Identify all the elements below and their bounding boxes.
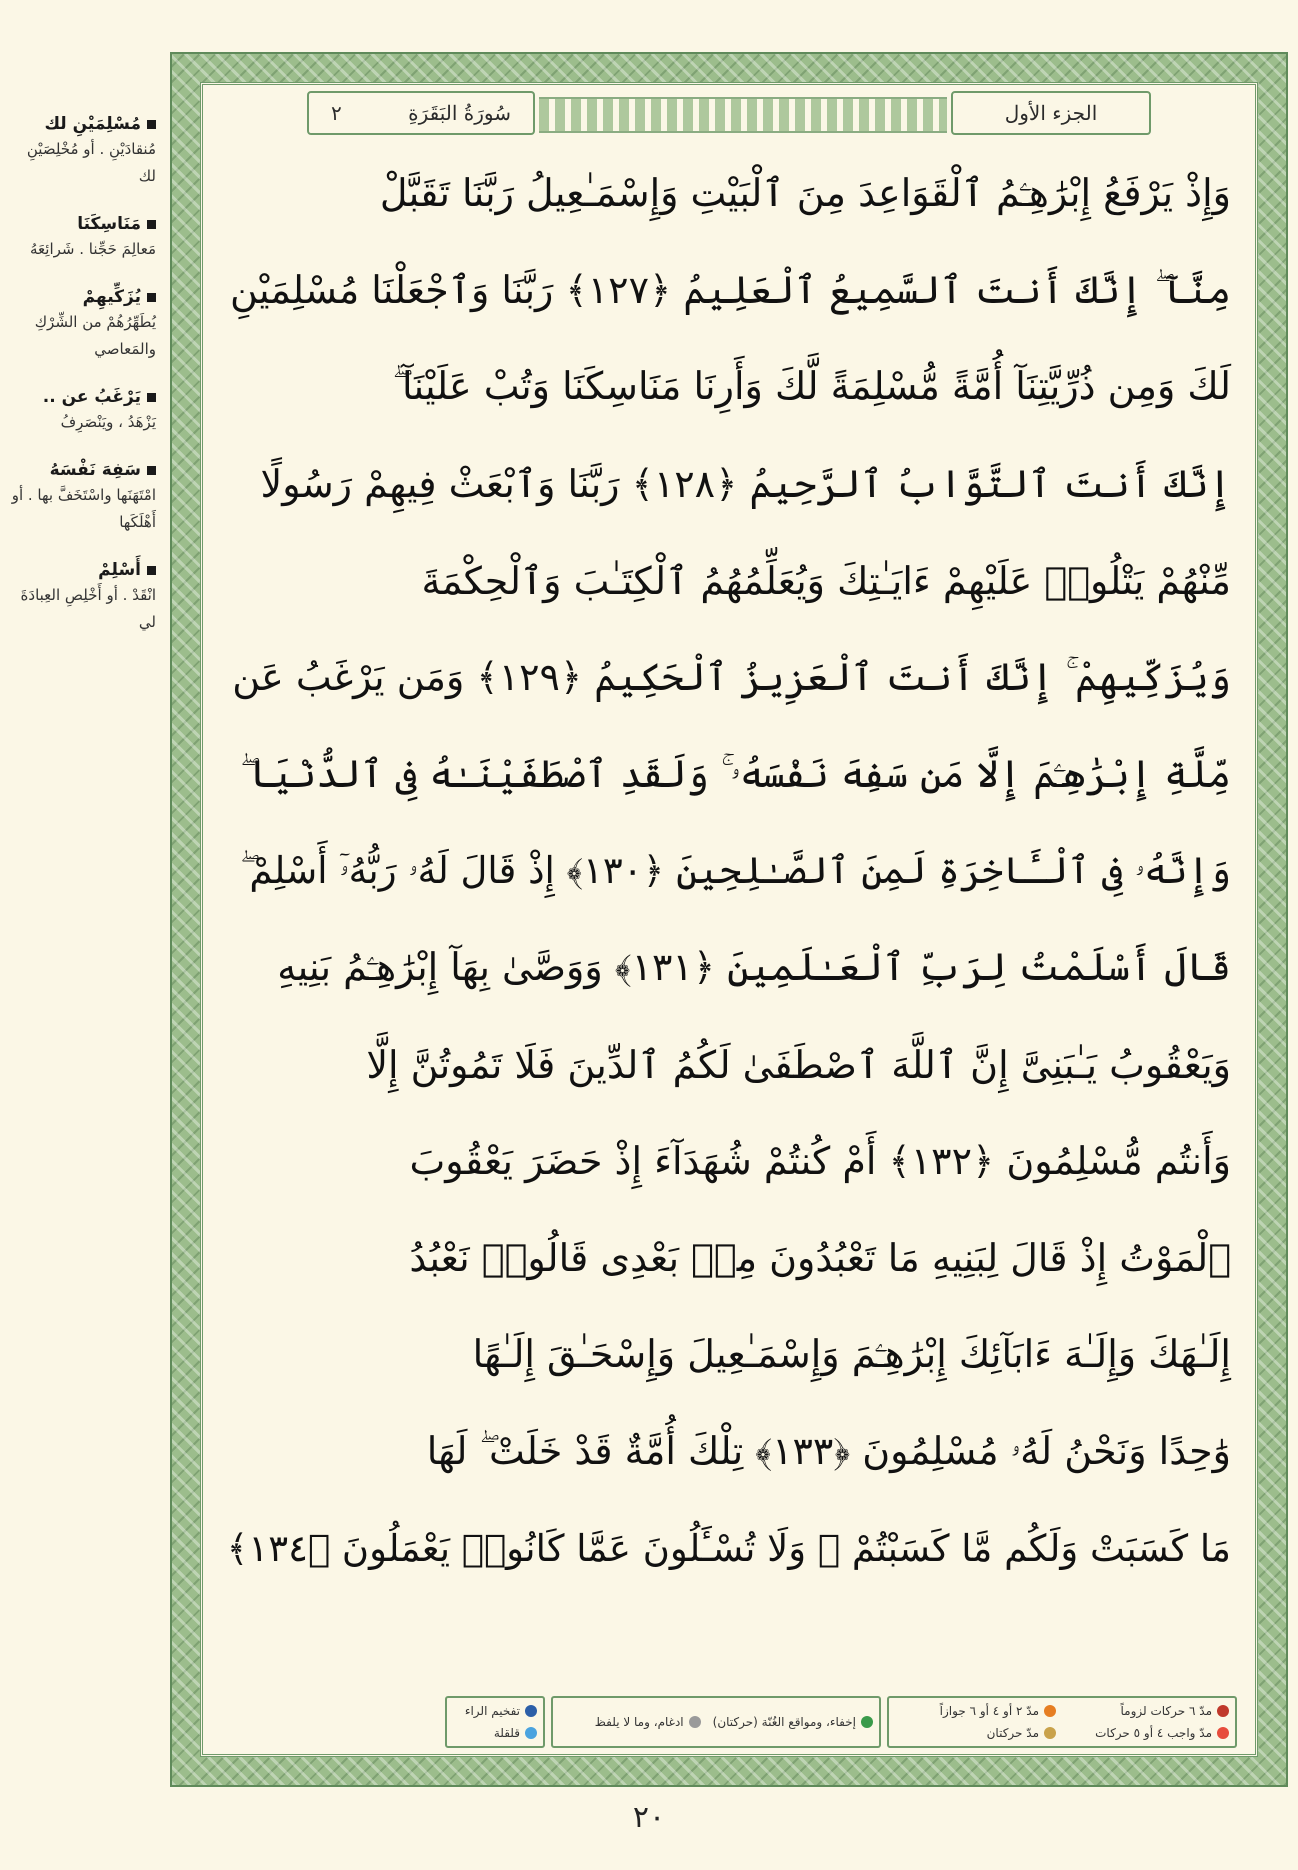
glossary-term: يَرْغَبُ عن .. [6, 385, 156, 409]
text-line: إِنَّكَ أَنتَ ٱلتَّوَّابُ ٱلرَّحِيمُ ﴿١٢٨﴾ رَبَّنَا وَٱبْعَثْ فِيهِمْ رَسُولًا [260, 461, 1231, 506]
quran-text [227, 145, 1231, 1715]
header-ornament [539, 97, 947, 133]
surah-header [307, 91, 535, 135]
glossary-definition: انْقَدْ . أو أَخْلِصِ العِبادَةَ لي [20, 586, 156, 631]
glossary-entry [6, 458, 156, 536]
surah-number: ٢ [331, 101, 342, 125]
juz-header [951, 91, 1151, 135]
text-line: وَإِنَّهُۥ فِى ٱلْـَٔاخِرَةِ لَمِنَ ٱلصَّـٰلِحِينَ ﴿١٣٠﴾ إِذْ قَالَ لَهُۥ رَبُّهُۥٓ أَسْلِمْ ۖ [240, 848, 1231, 892]
text-line: مَا كَسَبَتْ وَلَكُم مَّا كَسَبْتُمْ ۖ وَلَا تُسْـَٔلُونَ عَمَّا كَانُوا۟ يَعْمَلُونَ ﴿١٣٤﴾ [226, 1527, 1231, 1571]
text-line: مِّلَّةِ إِبْرَٰهِـۧمَ إِلَّا مَن سَفِهَ نَفْسَهُۥ ۚ وَلَقَدِ ٱصْطَفَيْنَـٰهُ فِى ٱلدُّنْيَا ۖ [240, 751, 1231, 796]
legend-item: مدّ ٦ حركات لزوماً [1068, 1701, 1229, 1722]
legend-item: إخفاء، ومواقع الغُنّة (حركتان) [713, 1701, 873, 1743]
page-inner [200, 82, 1258, 1757]
square-bullet-icon [147, 293, 156, 302]
legend-ra-box [445, 1696, 545, 1748]
legend-madd-box [887, 1696, 1237, 1748]
color-dot-icon [1217, 1705, 1229, 1717]
page-header [221, 91, 1237, 137]
color-dot-icon [1044, 1705, 1056, 1717]
margin-glossary [6, 112, 156, 658]
legend-item: قلقلة [453, 1723, 537, 1744]
legend-item: ادغام، وما لا يلفظ [559, 1701, 701, 1743]
text-line: مِّنْهُمْ يَتْلُوا۟ عَلَيْهِمْ ءَايَـٰتِكَ وَيُعَلِّمُهُمُ ٱلْكِتَـٰبَ وَٱلْحِكْمَةَ [421, 558, 1231, 603]
glossary-definition: مَعالِمَ حَجِّنا . شَرائِعَهُ [30, 240, 156, 258]
glossary-term: أَسْلِمْ [6, 558, 156, 582]
glossary-entry [6, 558, 156, 636]
glossary-term: مَنَاسِكَنَا [6, 212, 156, 236]
square-bullet-icon [147, 393, 156, 402]
color-dot-icon [689, 1716, 701, 1728]
glossary-entry [6, 112, 156, 190]
glossary-term: سَفِهَ نَفْسَهُ [6, 458, 156, 482]
page-number: ٢٠ [632, 1800, 666, 1835]
glossary-definition: يَزْهَدُ ، ويَنْصَرِفُ [60, 413, 156, 431]
juz-label: الجزء الأول [1004, 101, 1098, 125]
surah-name: سُورَةُ البَقَرَةِ [408, 101, 511, 125]
square-bullet-icon [147, 120, 156, 129]
legend-item: مدّ حركتان [895, 1723, 1056, 1744]
square-bullet-icon [147, 566, 156, 575]
legend-item: مدّ ٢ أو ٤ أو ٦ جوازاً [895, 1701, 1056, 1722]
square-bullet-icon [147, 220, 156, 229]
text-line: إِلَـٰهَكَ وَإِلَـٰهَ ءَابَآئِكَ إِبْرَٰهِـۧمَ وَإِسْمَـٰعِيلَ وَإِسْحَـٰقَ إِلَـٰهًا [472, 1332, 1231, 1377]
square-bullet-icon [147, 466, 156, 475]
glossary-term: يُزَكِّيهِمْ [6, 285, 156, 309]
glossary-definition: مُنقادَيْنِ . أو مُخْلِصَيْنِ لك [26, 140, 156, 185]
color-dot-icon [861, 1716, 873, 1728]
legend-ghunna-box [551, 1696, 881, 1748]
glossary-entry [6, 212, 156, 263]
page-frame [170, 52, 1288, 1787]
color-dot-icon [525, 1705, 537, 1717]
glossary-definition: امْتَهَنَها واسْتَخَفَّ بها . أو أَهْلَكَها [11, 486, 156, 531]
glossary-definition: يُطَهِّرُهُمْ من الشِّرْكِ والمَعاصي [34, 313, 156, 358]
color-dot-icon [525, 1727, 537, 1739]
text-line: وَيَعْقُوبُ يَـٰبَنِىَّ إِنَّ ٱللَّهَ ٱصْطَفَىٰ لَكُمُ ٱلدِّينَ فَلَا تَمُوتُنَّ إِلَّا [366, 1042, 1231, 1087]
color-dot-icon [1044, 1727, 1056, 1739]
text-line: وَٰحِدًا وَنَحْنُ لَهُۥ مُسْلِمُونَ ﴿١٣٣﴾ تِلْكَ أُمَّةٌ قَدْ خَلَتْ ۖ لَهَا [426, 1429, 1231, 1474]
text-line: ٱلْمَوْتُ إِذْ قَالَ لِبَنِيهِ مَا تَعْبُدُونَ مِنۢ بَعْدِى قَالُوا۟ نَعْبُدُ [409, 1236, 1231, 1281]
text-line: وَأَنتُم مُّسْلِمُونَ ﴿١٣٢﴾ أَمْ كُنتُمْ شُهَدَآءَ إِذْ حَضَرَ يَعْقُوبَ [409, 1139, 1231, 1184]
text-line: مِنَّآ ۖ إِنَّكَ أَنتَ ٱلسَّمِيعُ ٱلْعَلِيمُ ﴿١٢٧﴾ رَبَّنَا وَٱجْعَلْنَا مُسْلِمَيْنِ [230, 267, 1231, 312]
text-line: وَيُزَكِّيهِمْ ۚ إِنَّكَ أَنتَ ٱلْعَزِيزُ ٱلْحَكِيمُ ﴿١٢٩﴾ وَمَن يَرْغَبُ عَن [232, 654, 1231, 699]
text-line: لَكَ وَمِن ذُرِّيَّتِنَآ أُمَّةً مُّسْلِمَةً لَّكَ وَأَرِنَا مَنَاسِكَنَا وَتُبْ عَلَيْنَآ ۖ [392, 364, 1231, 409]
text-line: وَإِذْ يَرْفَعُ إِبْرَٰهِـۧمُ ٱلْقَوَاعِدَ مِنَ ٱلْبَيْتِ وَإِسْمَـٰعِيلُ رَبَّنَا تَقَبَّلْ [379, 170, 1231, 215]
glossary-term: مُسْلِمَيْنِ لك [6, 112, 156, 136]
glossary-entry [6, 285, 156, 363]
glossary-entry [6, 385, 156, 436]
legend-item: تفخيم الراء [453, 1701, 537, 1722]
text-line: قَالَ أَسْلَمْتُ لِرَبِّ ٱلْعَـٰلَمِينَ ﴿١٣١﴾ وَوَصَّىٰ بِهَآ إِبْرَٰهِـۧمُ بَنِيهِ [277, 945, 1231, 990]
tajweed-legend [221, 1696, 1237, 1748]
legend-item: مدّ واجب ٤ أو ٥ حركات [1068, 1723, 1229, 1744]
color-dot-icon [1217, 1727, 1229, 1739]
